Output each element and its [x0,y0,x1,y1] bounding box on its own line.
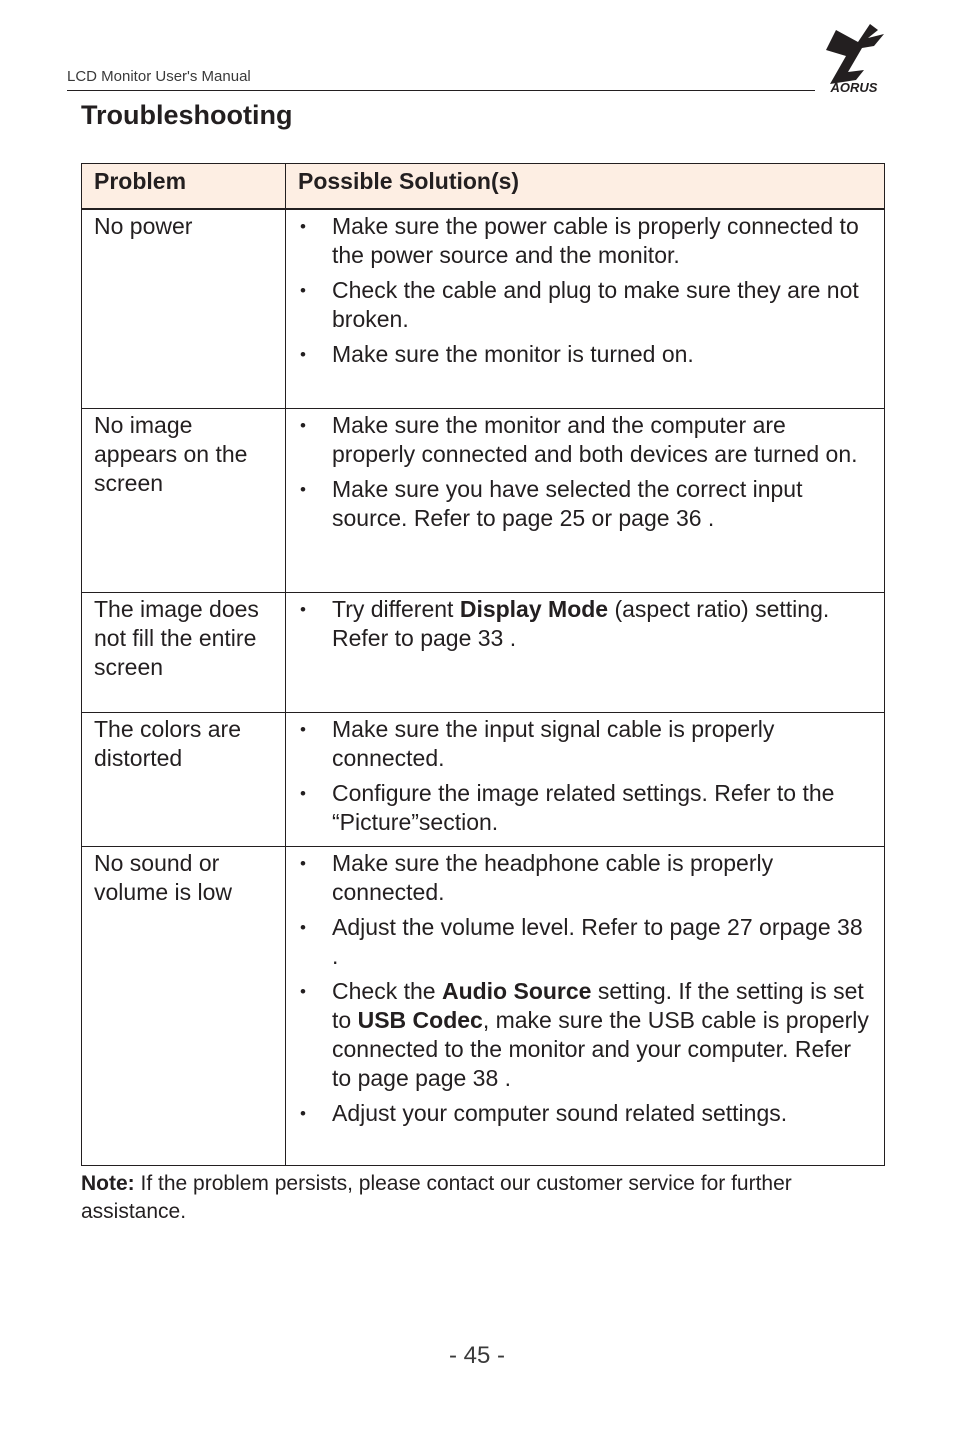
problem-cell: The image does not fill the entire screen [82,592,286,712]
solution-cell [286,408,885,592]
solution-list [298,715,872,837]
bullet-icon: • [300,345,306,364]
bullet-icon: • [300,281,306,300]
manual-title: LCD Monitor User's Manual [67,68,251,85]
solution-item: • Configure the image related settings. Refer to the “Picture”section. [300,779,835,835]
header-problem: Problem [82,164,286,210]
setting-name: USB Codec [357,1006,483,1033]
table-header-row [82,164,885,210]
setting-name: Display Mode [459,595,609,622]
solution-item: • Adjust your computer sound related settings. [300,1099,788,1126]
solution-item: • Adjust the volume level. Refer to page 27 orpage 38 . [300,913,863,969]
bullet-icon: • [300,719,306,739]
page-number: - 45 - [448,1342,505,1369]
table-row [82,712,885,846]
solution-item: • Make sure the monitor and the computer are properly connected and both devices are turned on. [300,411,858,467]
solution-item: • Make sure the input signal cable is properly connected. [300,715,775,771]
solution-item: • Check the Audio Source setting. If the setting is set to USB Codec, make sure the USB cable is properly connected to the monitor and your computer. Refer to page page 38 . [300,977,869,1091]
bullet-icon: • [300,479,306,499]
solution-cell [286,712,885,846]
solution-item: • Try different Display Mode (aspect ratio) setting. Refer to page 33 . [300,595,830,651]
solution-item: • Make sure the power cable is properly connected to the power source and the monitor. [300,213,859,268]
bullet-icon: • [300,415,306,435]
note-label: Note: [81,1172,135,1195]
header-divider [67,90,815,91]
table-row [82,209,885,408]
bullet-icon: • [300,783,306,803]
bullet-icon: • [300,1103,306,1123]
solution-list [298,212,872,369]
solution-item: • Make sure the headphone cable is properly connected. [300,849,774,905]
bullet-icon: • [300,599,306,619]
table-row [82,846,885,1165]
problem-cell: No image appears on the screen [82,408,286,592]
header-solutions: Possible Solution(s) [286,164,885,210]
bullet-icon: • [300,217,306,236]
solution-item: • Make sure the monitor is turned on. [300,341,694,367]
solution-cell [286,846,885,1165]
bullet-icon: • [300,981,306,1001]
problem-cell: No power [82,209,286,408]
section-title: Troubleshooting [81,100,293,130]
aorus-logo [818,20,888,94]
table-row [82,408,885,592]
solution-item: • Check the cable and plug to make sure they are not broken. [300,277,859,332]
solution-cell [286,209,885,408]
note [81,1170,881,1226]
solution-list [298,849,872,1128]
bullet-icon: • [300,853,306,873]
solution-cell [286,592,885,712]
setting-name: Audio Source [441,977,592,1004]
solution-list [298,411,872,533]
logo-wordmark: AORUS [830,80,878,94]
solution-item: • Make sure you have selected the correct input source. Refer to page 25 or page 36 . [300,475,803,531]
bullet-icon: • [300,917,306,937]
solution-list [298,595,872,653]
problem-cell: The colors are distorted [82,712,286,846]
table-row [82,592,885,712]
troubleshooting-table [81,163,885,1166]
note-text: If the problem persists, please contact our customer service for further assistance. [81,1172,792,1223]
problem-cell: No sound or volume is low [82,846,286,1165]
